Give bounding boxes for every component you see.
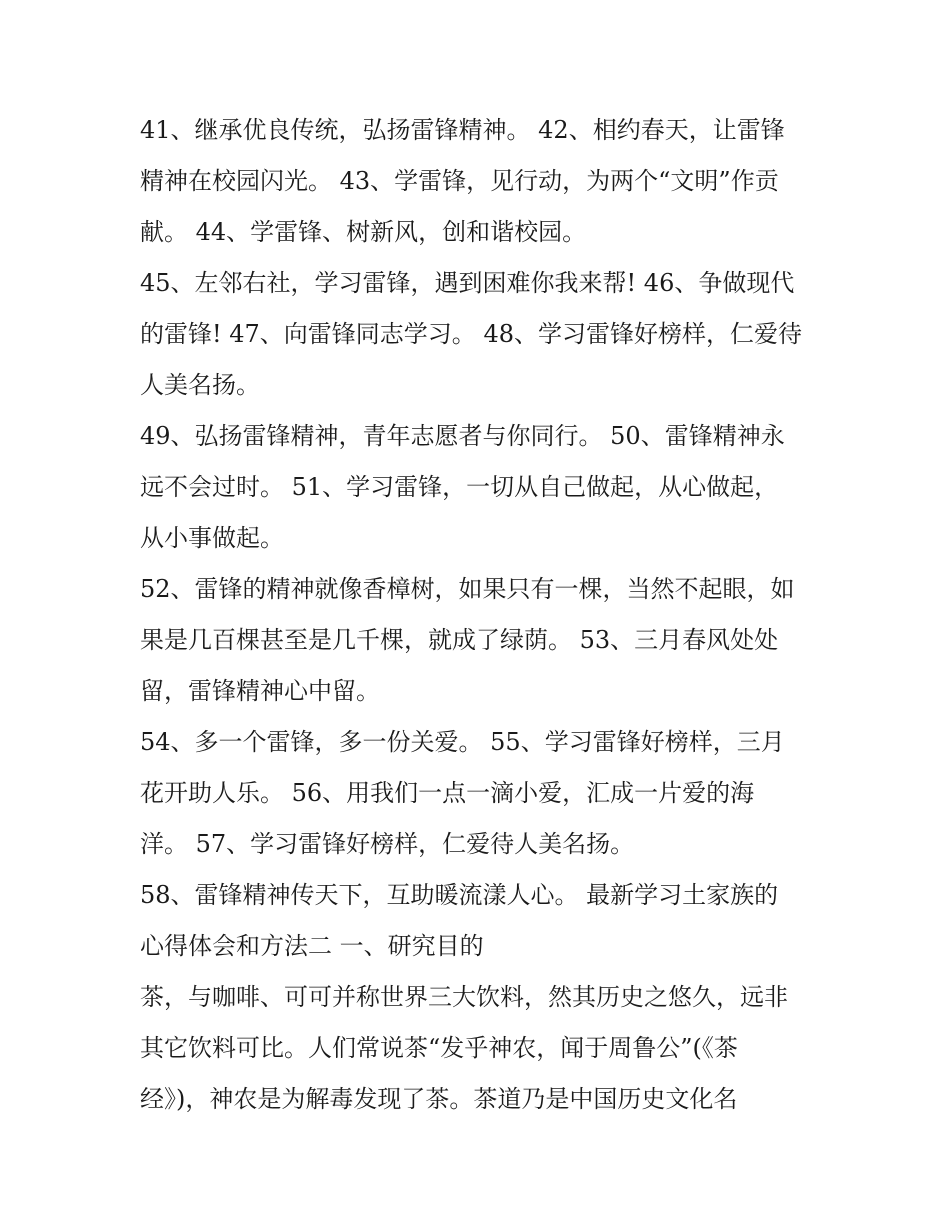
text-line: 的雷锋! 47、向雷锋同志学习。 48、学习雷锋好榜样，仁爱待: [140, 320, 802, 348]
text-line: 从小事做起。: [140, 524, 284, 552]
text-line: 献。 44、学雷锋、树新风，创和谐校园。: [140, 218, 587, 246]
text-line: 留，雷锋精神心中留。: [140, 677, 380, 705]
text-line: 52、雷锋的精神就像香樟树，如果只有一棵，当然不起眼，如: [140, 575, 795, 603]
text-line: 洋。 57、学习雷锋好榜样，仁爱待人美名扬。: [140, 830, 635, 858]
text-line: 其它饮料可比。人们常说茶“发乎神农，闻于周鲁公”(《茶: [140, 1034, 738, 1062]
text-line: 54、多一个雷锋，多一份关爱。 55、学习雷锋好榜样，三月: [140, 728, 785, 756]
text-line: 茶，与咖啡、可可并称世界三大饮料，然其历史之悠久，远非: [140, 983, 788, 1011]
text-line: 心得体会和方法二 一、研究目的: [140, 932, 484, 960]
text-line: 58、雷锋精神传天下，互助暖流漾人心。 最新学习土家族的: [140, 881, 779, 909]
text-line: 果是几百棵甚至是几千棵，就成了绿荫。 53、三月春风处处: [140, 626, 779, 654]
text-line: 人美名扬。: [140, 371, 260, 399]
text-line: 精神在校园闪光。 43、学雷锋，见行动，为两个“文明”作贡: [140, 167, 779, 195]
text-line: 49、弘扬雷锋精神，青年志愿者与你同行。 50、雷锋精神永: [140, 422, 785, 450]
text-line: 41、继承优良传统，弘扬雷锋精神。 42、相约春天，让雷锋: [140, 116, 785, 144]
text-line: 远不会过时。 51、学习雷锋，一切从自己做起，从心做起，: [140, 473, 779, 501]
text-line: 花开助人乐。 56、用我们一点一滴小爱，汇成一片爱的海: [140, 779, 755, 807]
text-line: 45、左邻右社，学习雷锋，遇到困难你我来帮! 46、争做现代: [140, 269, 795, 297]
text-line: 经》)，神农是为解毒发现了茶。茶道乃是中国历史文化名: [140, 1085, 738, 1113]
body-text: [140, 105, 820, 1125]
